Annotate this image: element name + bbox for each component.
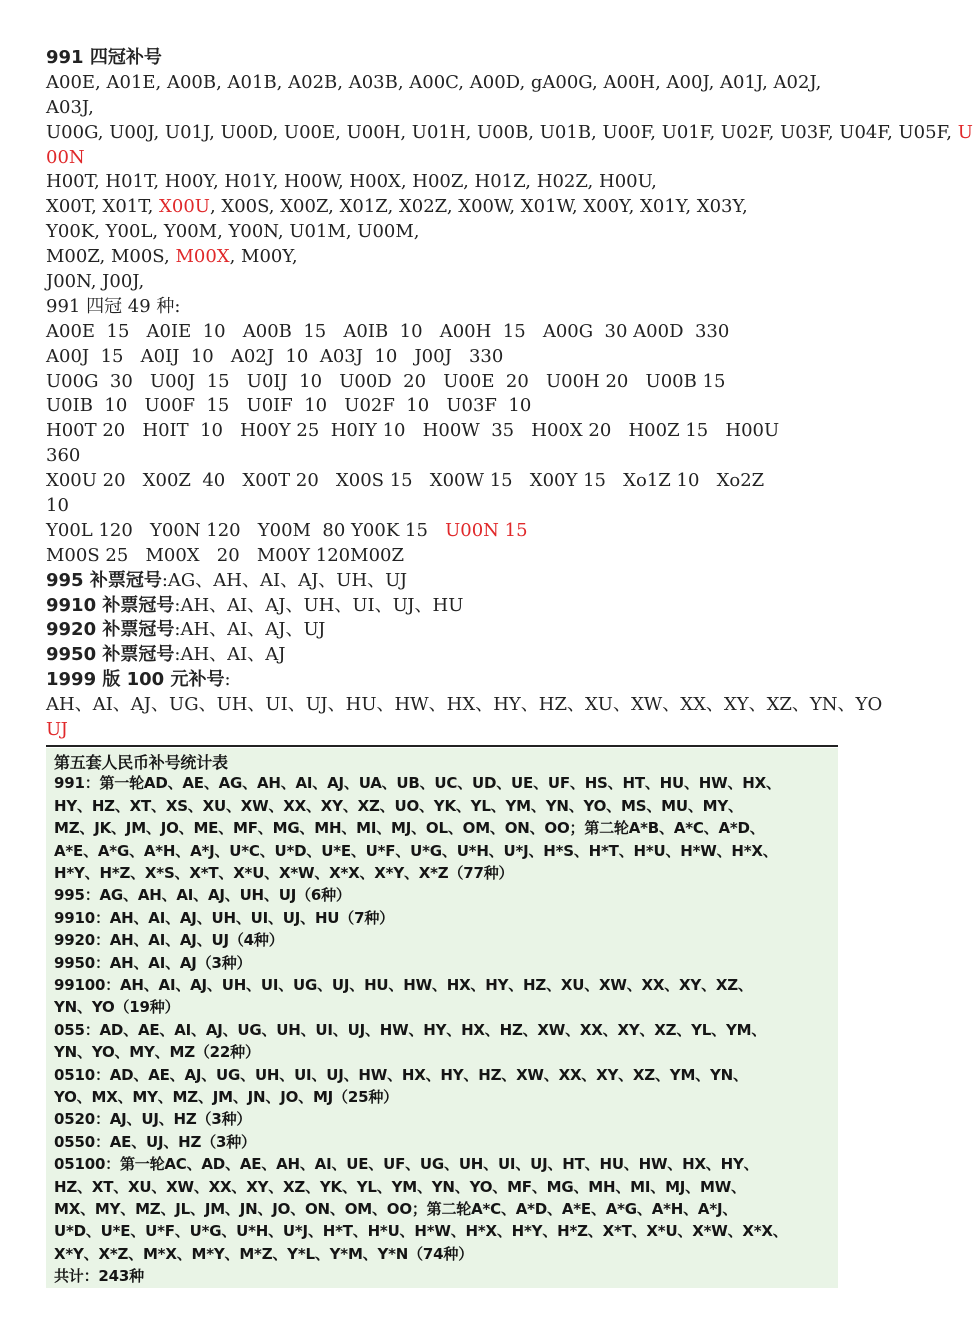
text-line (46, 419, 911, 444)
section-divider (46, 745, 838, 747)
panel-title: 第五套人民币补号统计表 (54, 753, 228, 772)
text-segment: H00T, H01T, H00Y, H01Y, H00W, H00X, H00Z, H01Z, H02Z, H00U, (46, 171, 657, 193)
text-line (46, 444, 911, 469)
text-line (46, 46, 911, 71)
text-segment: Y00K, Y00L, Y00M, Y00N, U01M, U00M, (46, 221, 420, 243)
text-segment: A00E, A01E, A00B, A01B, A02B, A03B, A00C, A00D, gA00G, A00H, A00J, A01J, A02J, (46, 71, 822, 93)
text-segment: X00T, X01T, (46, 196, 160, 218)
text-line (46, 121, 973, 146)
panel-line: MX、MY、MZ、JL、JM、JN、JO、ON、OM、OO；第二轮A*C、A*D、A*E、A*G、A*H、A*J、 (54, 1200, 738, 1218)
panel-line: MZ、JK、JM、JO、ME、MF、MG、MH、MI、MJ、OL、OM、ON、OO；第二轮A*B、A*C、A*D、 (54, 819, 765, 838)
panel-line: X*Y、X*Z、M*X、M*Y、M*Z、Y*L、Y*M、Y*N（74种） (54, 1244, 474, 1263)
text-segment: J00N, J00J, (46, 271, 145, 293)
text-segment: Y00L 120 Y00N 120 Y00M 80 Y00K 15 (46, 519, 446, 541)
text-segment: A00E 15 A0IE 10 A00B 15 A0IB 10 A00H 15 A00G 30 A00D 330 (46, 320, 730, 342)
text-segment: 9910 补票冠号 (46, 594, 175, 616)
text-segment: 991 四冠 49 种: (46, 295, 181, 317)
text-segment: M00Z, M00S, (46, 246, 176, 268)
statistics-table-image (46, 748, 838, 1288)
text-segment: 995 补票冠号 (46, 569, 162, 591)
text-segment: 9920 补票冠号 (46, 619, 175, 641)
highlighted-code: U (957, 121, 973, 143)
text-line (46, 270, 911, 295)
text-line (46, 320, 911, 345)
panel-line: U*D、U*E、U*F、U*G、U*H、U*J、H*T、H*U、H*W、H*X、H*Y、H*Z、X*T、X*U、X*W、X*X、 (54, 1222, 788, 1241)
text-segment: U00G 30 U00J 15 U0IJ 10 U00D 20 U00E 20 U00H 20 U00B 15 (46, 370, 726, 392)
panel-line: 0510：AD、AE、AJ、UG、UH、UI、UJ、HW、HX、HY、HZ、XW、XX、XY、XZ、YM、YN、 (54, 1065, 748, 1084)
text-line (46, 643, 911, 668)
panel-line: YN、YO（19种） (54, 998, 180, 1017)
text-segment: :AH、AI、AJ (174, 644, 286, 666)
panel-line: 0550：AE、UJ、HZ（3种） (54, 1132, 256, 1151)
text-segment: :AH、AI、AJ、UJ (174, 619, 326, 641)
text-segment: 9950 补票冠号 (46, 644, 175, 666)
text-line (46, 394, 911, 419)
panel-line: 99100：AH、AI、AJ、UH、UI、UG、UJ、HU、HW、HX、HY、HZ、XU、XW、XX、XY、XZ、 (54, 976, 753, 994)
text-segment: U0IB 10 U00F 15 U0IF 10 U02F 10 U03F 10 (46, 395, 532, 417)
text-line (46, 594, 911, 619)
text-line (46, 668, 911, 693)
highlighted-code: X00U (159, 196, 210, 218)
text-segment: , M00Y, (229, 246, 298, 268)
highlighted-code: U00N 15 (445, 519, 528, 541)
panel-line: 共计：243种 (54, 1267, 144, 1286)
panel-line: 9910：AH、AI、AJ、UH、UI、UJ、HU（7种） (54, 908, 394, 927)
text-line (46, 170, 911, 195)
text-segment: : (224, 669, 231, 691)
text-line (46, 569, 911, 594)
panel-line: YN、YO、MY、MZ（22种） (54, 1043, 260, 1062)
panel-line: H*Y、H*Z、X*S、X*T、X*U、X*W、X*X、X*Y、X*Z（77种） (54, 864, 514, 882)
panel-line: HZ、XT、XU、XW、XX、XY、XZ、YK、YL、YM、YN、YO、MF、MG、MH、MI、MJ、MW、 (54, 1177, 746, 1196)
text-segment: A00J 15 A0IJ 10 A02J 10 A03J 10 J00J 330 (46, 345, 504, 367)
text-line (46, 245, 911, 270)
text-line (46, 146, 911, 171)
panel-line: 0520：AJ、UJ、HZ（3种） (54, 1110, 252, 1129)
panel-line: 991：第一轮AD、AE、AG、AH、AI、AJ、UA、UB、UC、UD、UE、UF、HS、HT、HU、HW、HX、 (54, 774, 781, 793)
text-line (46, 96, 911, 121)
panel-line: HY、HZ、XT、XS、XU、XW、XX、XY、XZ、UO、YK、YL、YM、YN、YO、MS、MU、MY、 (54, 796, 743, 815)
text-segment: X00U 20 X00Z 40 X00T 20 X00S 15 X00W 15 X00Y 15 Xo1Z 10 Xo2Z (46, 470, 765, 492)
text-line (46, 494, 911, 519)
panel-line: 05100：第一轮AC、AD、AE、AH、AI、UE、UF、UG、UH、UI、UJ、HT、HU、HW、HX、HY、 (54, 1155, 759, 1174)
text-segment: AH、AI、AJ、UG、UH、UI、UJ、HU、HW、HX、HY、HZ、XU、XW、XX、XY、XZ、YN、YO (46, 694, 883, 716)
text-line (46, 195, 911, 220)
text-line (46, 693, 911, 718)
text-line (46, 519, 911, 544)
document-body (46, 46, 973, 743)
text-line (46, 345, 911, 370)
text-segment: 10 (46, 495, 69, 517)
panel-line: A*E、A*G、A*H、A*J、U*C、U*D、U*E、U*F、U*G、U*H、U*J、H*S、H*T、H*U、H*W、H*X、 (54, 841, 778, 860)
text-line (46, 618, 911, 643)
text-line (46, 370, 911, 395)
panel-line: 995：AG、AH、AI、AJ、UH、UJ（6种） (54, 886, 351, 905)
text-segment: , X00S, X00Z, X01Z, X02Z, X00W, X01W, X00Y, X01Y, X03Y, (209, 196, 748, 218)
panel-line: YO、MX、MY、MZ、JM、JN、JO、MJ（25种） (54, 1088, 398, 1106)
text-segment: H00T 20 H0IT 10 H00Y 25 H0IY 10 H00W 35 H00X 20 H00Z 15 H00U (46, 420, 780, 442)
text-segment: M00S 25 M00X 20 M00Y 120M00Z (46, 544, 404, 566)
highlighted-code: M00X (175, 246, 230, 268)
highlighted-code: UJ (46, 719, 68, 741)
text-line (46, 469, 911, 494)
panel-line: 055：AD、AE、AI、AJ、UG、UH、UI、UJ、HW、HY、HX、HZ、XW、XX、XY、XZ、YL、YM、 (54, 1020, 767, 1039)
panel-line: 9950：AH、AI、AJ（3种） (54, 953, 252, 972)
text-segment: 1999 版 100 元补号 (46, 669, 225, 691)
text-segment: U00G, U00J, U01J, U00D, U00E, U00H, U01H, U00B, U01B, U00F, U01F, U02F, U03F, U04F, U05F, (46, 121, 958, 143)
text-line (46, 295, 911, 320)
text-segment: A03J, (46, 96, 94, 118)
text-segment: 360 (46, 445, 81, 467)
text-line (46, 544, 911, 569)
text-line (46, 220, 911, 245)
text-segment: :AH、AI、AJ、UH、UI、UJ、HU (174, 594, 464, 616)
panel-line: 9920：AH、AI、AJ、UJ（4种） (54, 931, 284, 950)
highlighted-code: 00N (46, 146, 85, 168)
text-segment: 991 四冠补号 (46, 47, 162, 68)
text-line (46, 718, 911, 743)
text-segment: :AG、AH、AI、AJ、UH、UJ (161, 569, 408, 591)
text-line (46, 71, 911, 96)
